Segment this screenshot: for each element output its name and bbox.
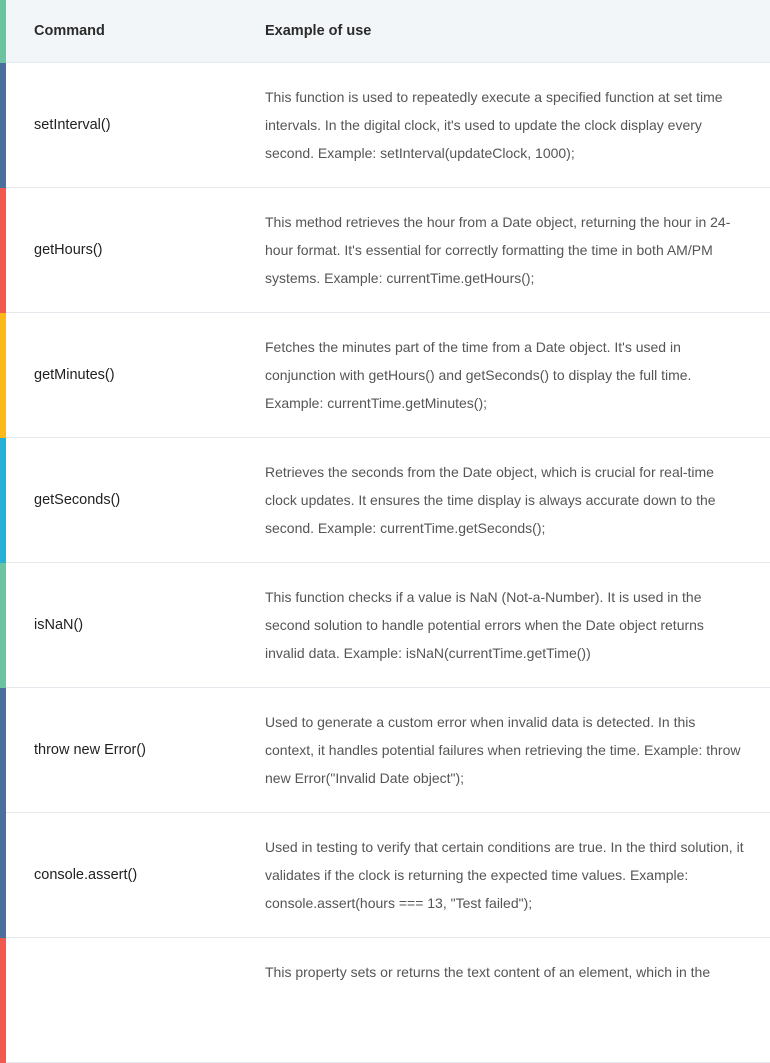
example-cell: Used in testing to verify that certain conditions are true. In the third solution, it validates if the clock is returning the expected time values. Example: console.assert(hours === 13, "Test failed"); [260,812,770,937]
command-cell [3,937,260,1062]
table-body [3,62,770,1062]
example-cell: Fetches the minutes part of the time from a Date object. It's used in conjunction with getHours() and getSeconds() to display the full time. Example: currentTime.getMinutes(); [260,312,770,437]
command-cell: isNaN() [3,562,260,687]
example-cell: This function checks if a value is NaN (Not-a-Number). It is used in the second solution to handle potential errors when the Date object returns invalid data. Example: isNaN(currentTime.getTime()) [260,562,770,687]
command-cell: console.assert() [3,812,260,937]
example-cell: This method retrieves the hour from a Date object, returning the hour in 24-hour format. It's essential for correctly formatting the time in both AM/PM systems. Example: currentTime.getHours(); [260,187,770,312]
example-cell: This function is used to repeatedly execute a specified function at set time intervals. In the digital clock, it's used to update the clock display every second. Example: setInterval(updateClock, 1000); [260,62,770,187]
example-cell: Retrieves the seconds from the Date object, which is crucial for real-time clock updates. It ensures the time display is always accurate down to the second. Example: currentTime.getSeconds(); [260,437,770,562]
table-row [3,62,770,187]
command-cell: getSeconds() [3,437,260,562]
table-row [3,187,770,312]
table-row [3,562,770,687]
example-cell: Used to generate a custom error when invalid data is detected. In this context, it handles potential failures when retrieving the time. Example: throw new Error("Invalid Date object"); [260,687,770,812]
table-row [3,937,770,1062]
table-row [3,437,770,562]
table-row [3,812,770,937]
header-command: Command [3,0,260,62]
command-cell: getHours() [3,187,260,312]
command-cell: setInterval() [3,62,260,187]
header-example-of-use: Example of use [260,0,770,62]
example-cell: This property sets or returns the text content of an element, which in the [260,937,770,1062]
header-row [3,0,770,62]
command-cell: getMinutes() [3,312,260,437]
table-row [3,312,770,437]
command-cell: throw new Error() [3,687,260,812]
table-header [3,0,770,62]
table-row [3,687,770,812]
